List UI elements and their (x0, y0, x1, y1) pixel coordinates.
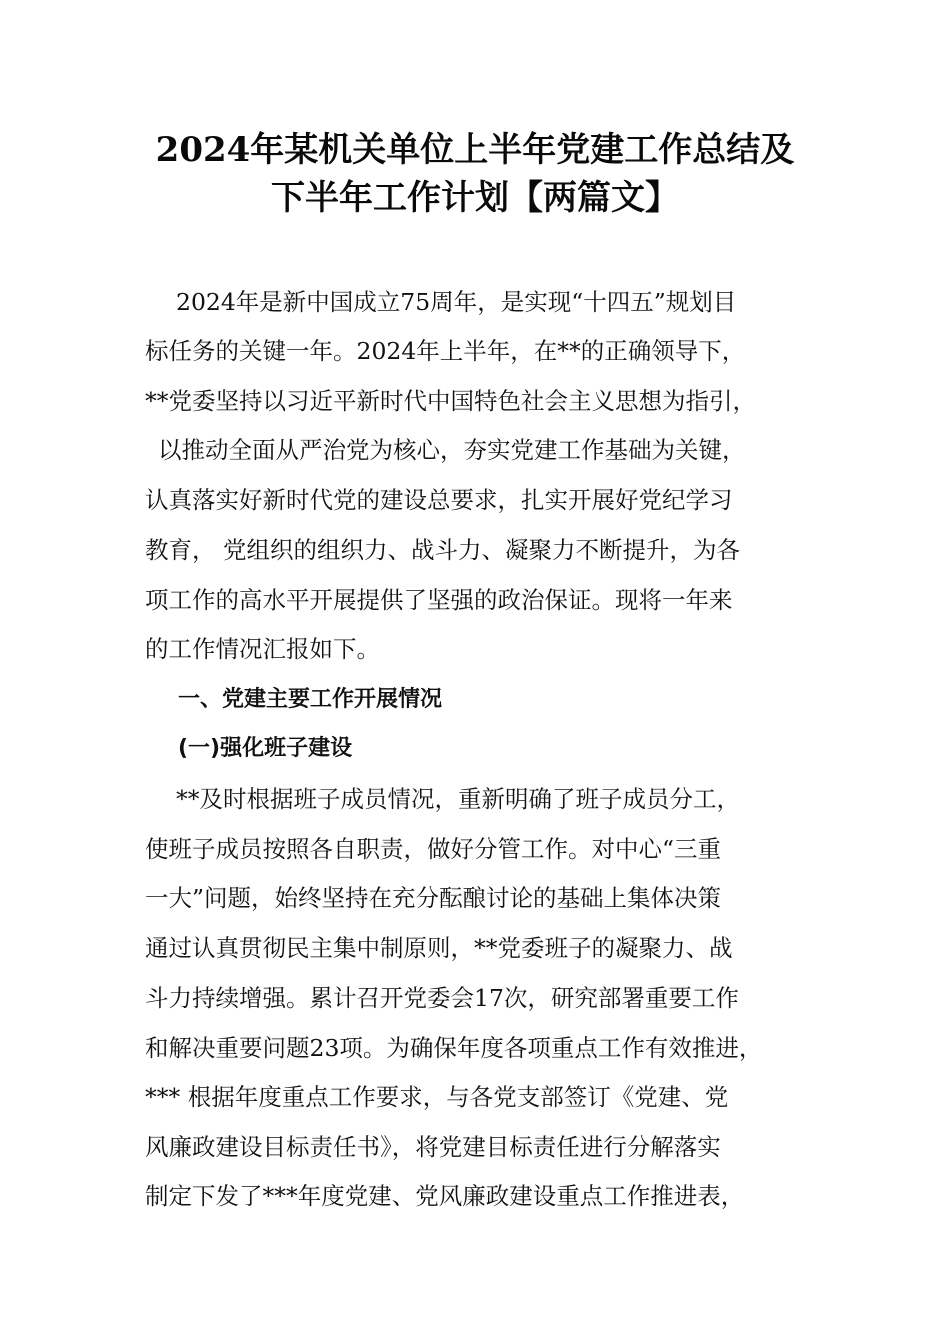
body-line-4: 以推动全面从严治党为核心，夯实党建工作基础为关键， (158, 436, 746, 464)
body-line-9: **及时根据班子成员情况，重新明确了班子成员分工， (176, 785, 740, 813)
body-line-13: 斗力持续增强。累计召开党委会17次，研究部署重要工作 (145, 984, 739, 1012)
body-line-15: *** 根据年度重点工作要求，与各党支部签订《党建、党 (145, 1083, 729, 1111)
body-line-10: 使班子成员按照各自职责，做好分管工作。对中心“三重 (145, 835, 722, 863)
body-line-11: 一大”问题，始终坚持在充分酝酿讨论的基础上集体决策 (145, 884, 722, 912)
section-heading-1: 一、党建主要工作开展情况 (178, 687, 443, 712)
body-line-16: 风廉政建设目标责任书》，将党建目标责任进行分解落实 (145, 1133, 721, 1161)
body-line-1: 2024年是新中国成立75周年，是实现“十四五”规划目 (176, 288, 737, 316)
document-title-line-1: 2024年某机关单位上半年党建工作总结及 (155, 130, 795, 170)
body-line-5: 认真落实好新时代党的建设总要求，扎实开展好党纪学习 (145, 486, 733, 514)
body-line-17: 制定下发了***年度党建、党风廉政建设重点工作推进表， (145, 1182, 745, 1210)
body-line-8: 的工作情况汇报如下。 (145, 635, 380, 663)
body-line-3: **党委坚持以习近平新时代中国特色社会主义思想为指引， (145, 387, 756, 415)
body-line-2: 标任务的关键一年。2024年上半年，在**的正确领导下， (145, 337, 746, 365)
body-line-6: 教育， 党组织的组织力、战斗力、凝聚力不断提升，为各 (145, 536, 740, 564)
body-line-14: 和解决重要问题23项。为确保年度各项重点工作有效推进， (145, 1034, 763, 1062)
subsection-heading-1: (一)强化班子建设 (178, 736, 353, 761)
body-line-12: 通过认真贯彻民主集中制原则，**党委班子的凝聚力、战 (145, 934, 733, 962)
body-line-7: 项工作的高水平开展提供了坚强的政治保证。现将一年来 (145, 586, 733, 614)
document-title-line-2: 下半年工作计划【两篇文】 (271, 178, 679, 218)
